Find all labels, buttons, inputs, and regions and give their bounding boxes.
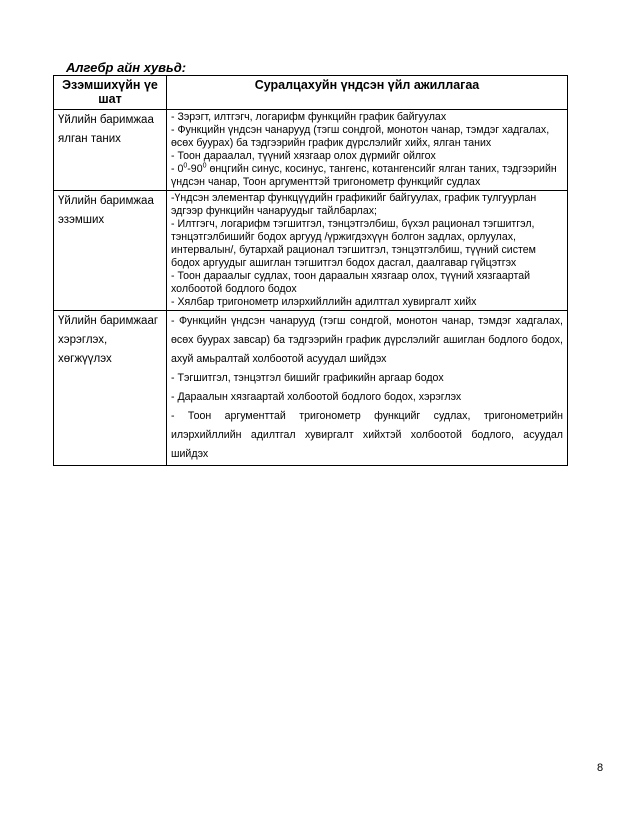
learning-activities-table (53, 75, 568, 466)
table-row (54, 110, 568, 191)
angle-prefix: - 0 (171, 163, 184, 175)
degree-sup: 0 (202, 162, 207, 170)
activity-item: - Тэгшитгэл, тэнцэтгэл бишийг графикийн аргаар бодох (171, 372, 444, 384)
activities-cell (167, 110, 568, 191)
activity-item: - Дараалын хязгаартай холбоотой бодлого бодох, хэрэглэх (171, 391, 462, 403)
activity-item: - Тоон дараалыг судлах, тоон дараалын хязгаар олох, түүний хязгаартай холбоотой бодлого бодох (171, 270, 531, 295)
activity-item: - Функцийн үндсэн чанарууд (тэгш сондгой, монотон чанар, тэмдэг хадгалах, өсөх буурах завсар) ба тэдгээрийн график дүрслэлийг ашиглан бодлого бодох, ахуй амьралтай холбоотой асуудал шийдэх (171, 315, 563, 365)
table-row (54, 311, 568, 466)
table-header-row (54, 76, 568, 110)
stage-cell: Үйлийн баримжааг хэрэглэх, хөгжүүлэх (54, 311, 167, 466)
degree-sup: 0 (183, 162, 188, 170)
activity-item: - Хялбар тригонометр илэрхийллийн адилтгал хувиргалт хийх (171, 296, 477, 308)
angle-suffix: өнцгийн синус, косинус, тангенс, котангенсийг ялган таних, тэдгээрийн үндсэн чанар, Тоон аргументтэй тригонометр функцийг судлах (171, 163, 557, 188)
page-number: 8 (597, 762, 604, 774)
activity-item: - Тоон аргументтай тригонометр функцийг судлах, тригонометрийн илэрхийллийн адилтгал хувиргалт хийхтэй холбоотой бодлого, асуудал шийдэх (171, 410, 563, 460)
table-row (54, 191, 568, 311)
activity-item-angles (171, 163, 563, 189)
header-stage: Эзэмшихүйн үе шат (54, 76, 167, 110)
stage-cell: Үйлийн баримжаа ялган таних (54, 110, 167, 191)
activities-cell (167, 191, 568, 311)
activities-cell (167, 311, 568, 466)
activity-item: - Функцийн үндсэн чанарууд (тэгш сондгой, монотон чанар, тэмдэг хадгалах, өсөх буурах) ба тэдгээрийн график дүрслэлийг хийх, ялган таних (171, 124, 550, 149)
activity-item: - Зэрэгт, илтгэгч, логарифм функцийн график байгуулах (171, 111, 447, 123)
stage-cell: Үйлийн баримжаа эзэмших (54, 191, 167, 311)
activity-item: - Илтгэгч, логарифм тэгшитгэл, тэнцэтгэлбиш, бүхэл рационал тэгшитгэл, тэнцэтгэлбишийг бодох аргууд /үржигдэхүүн болгон задлах, орлуулах, интервалын/, бутархай рационал тэгшитгэл, тэнцэтгэлбиш, түүний систем бодох аргуудыг ашиглан тэгшитгэл бодох дасгал, даалгавар гүйцэтгэх (171, 218, 536, 269)
activity-item: -Үндсэн элементар функцүүдийн графикийг байгуулах, график тулгуурлан эдгээр функцийн чанаруудыг тайлбарлах; (171, 192, 537, 217)
section-title: Алгебр айн хувьд: (66, 60, 187, 75)
angle-mid: -90 (187, 163, 203, 175)
activity-item: - Тоон дараалал, түүний хязгаар олох дүрмийг ойлгох (171, 150, 436, 162)
header-activities: Суралцахуйн үндсэн үйл ажиллагаа (167, 76, 568, 110)
